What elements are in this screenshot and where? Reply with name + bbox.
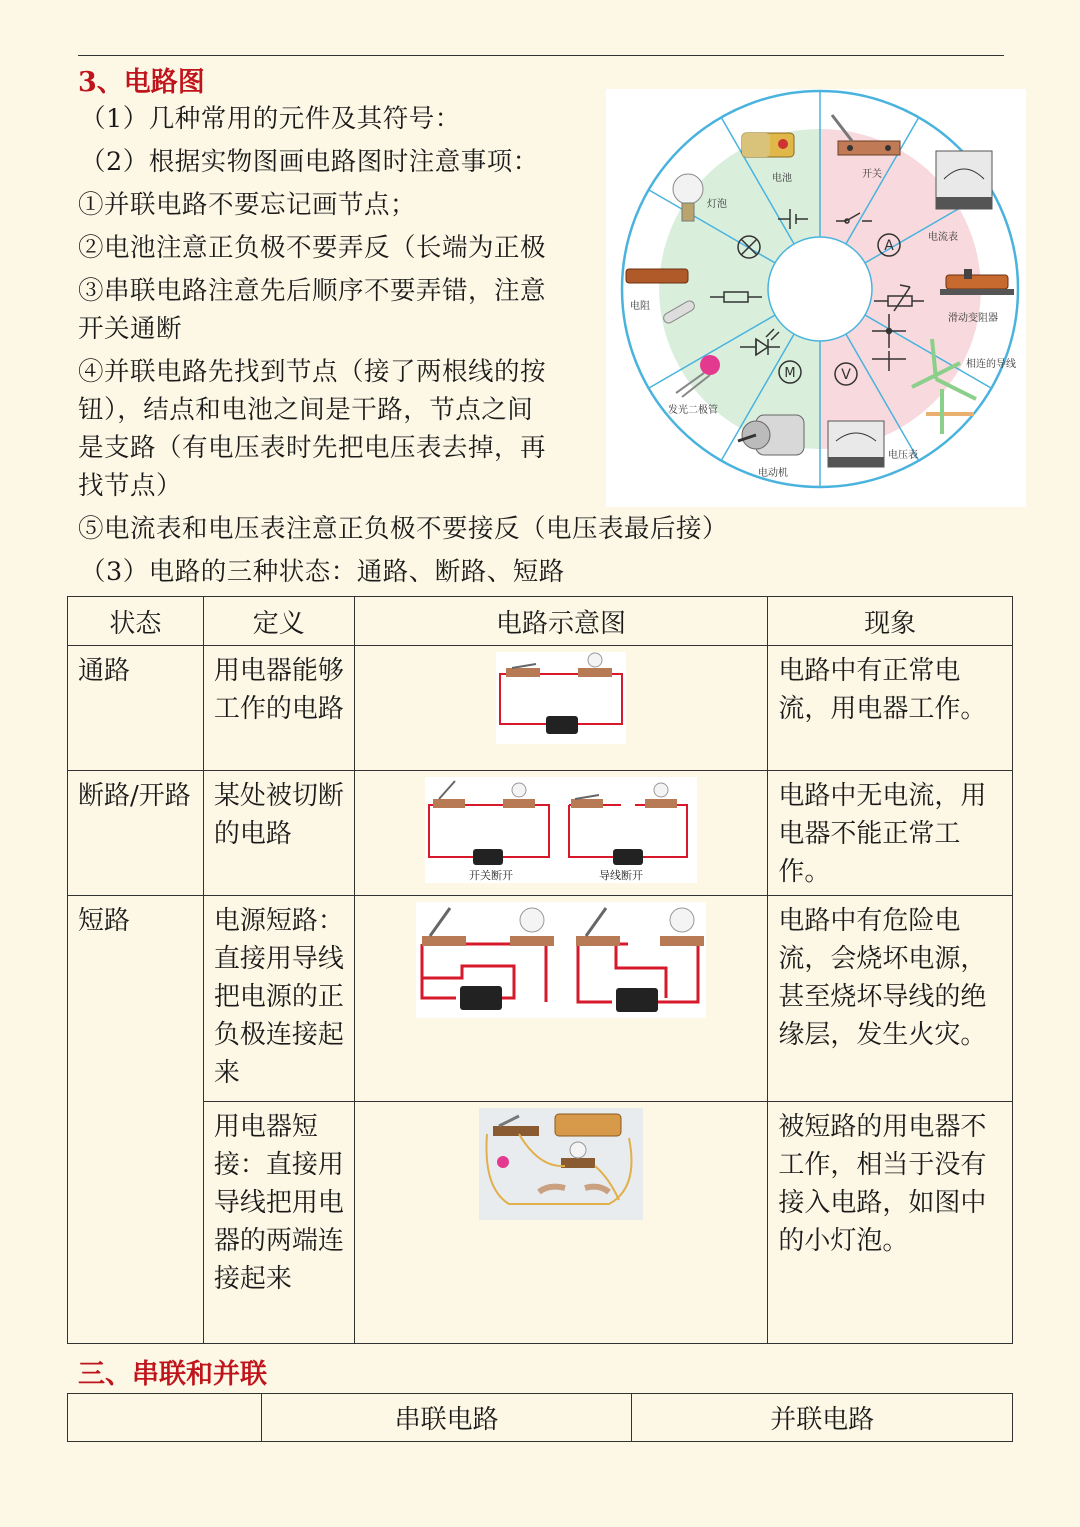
- open-circuit-diagrams: [425, 777, 697, 883]
- definition-cell: 用电器能够工作的电路: [203, 646, 354, 771]
- header-empty: [68, 1394, 262, 1442]
- header-diagram: 电路示意图: [354, 597, 768, 646]
- connected-wires-label: 相连的导线: [966, 359, 1016, 370]
- table-row-open-circuit: [68, 771, 1013, 896]
- resistor-label: 电阻: [630, 301, 650, 312]
- state-cell: 通路: [68, 646, 204, 771]
- motor-symbol-label: M: [784, 366, 796, 381]
- table-header-row: [68, 597, 1013, 646]
- battery-label: 电池: [772, 173, 792, 184]
- definition-cell: 电源短路：直接用导线把电源的正负极连接起来: [203, 896, 354, 1102]
- rheostat-label: 滑动变阻器: [948, 313, 998, 324]
- phenomenon-cell: 电路中有正常电流，用电器工作。: [768, 646, 1013, 771]
- appliance-short-circuit-photo: [479, 1108, 643, 1220]
- state-cell: 短路: [68, 896, 204, 1344]
- note-2: ②电池注意正负极不要弄反（长端为正极: [78, 233, 547, 263]
- diagram-cell: [354, 646, 768, 771]
- definition-cell: 用电器短接：直接用导线把用电器的两端连接起来: [203, 1102, 354, 1344]
- series-parallel-header-row: [68, 1394, 1013, 1442]
- ammeter-label: 电流表: [928, 232, 958, 243]
- circuit-states-table: [67, 596, 1013, 1344]
- diagram-cell: [354, 896, 768, 1102]
- top-rule: [78, 55, 1004, 56]
- bulb-label: 灯泡: [707, 199, 727, 210]
- caption-switch-open: 开关断开: [468, 869, 513, 882]
- component-symbol-wheel: [606, 89, 1026, 507]
- power-short-circuit-diagrams: [416, 902, 706, 1018]
- table-row-closed-circuit: [68, 646, 1013, 771]
- definition-cell: 某处被切断的电路: [203, 771, 354, 896]
- note-3-line-2: 开关通断: [78, 314, 183, 344]
- battery-illustration: [742, 133, 794, 157]
- closed-circuit-diagram: [496, 652, 626, 744]
- header-definition: 定义: [203, 597, 354, 646]
- diagram-cell: [354, 771, 768, 896]
- header-state: 状态: [68, 597, 204, 646]
- section-title-series-parallel: 三、串联和并联: [78, 1359, 267, 1390]
- caption-wire-broken: 导线断开: [598, 869, 643, 882]
- series-parallel-table: [67, 1393, 1013, 1442]
- section-title-circuit-diagram: 3、电路图: [78, 67, 205, 98]
- voltmeter-illustration: [828, 421, 884, 467]
- header-phenomenon: 现象: [768, 597, 1013, 646]
- ammeter-illustration: [936, 151, 992, 209]
- note-5: ⑤电流表和电压表注意正负极不要接反（电压表最后接）: [78, 514, 729, 544]
- table-row-short-circuit-appliance: [68, 1102, 1013, 1344]
- ammeter-symbol-label: A: [884, 238, 894, 254]
- note-4-line-3: 是支路（有电压表时先把电压表去掉，再: [78, 433, 547, 463]
- note-4-line-2: 钮），结点和电池之间是干路，节点之间: [78, 395, 534, 425]
- voltmeter-label: 电压表: [888, 450, 918, 461]
- point-2: （2）根据实物图画电路图时注意事项：: [80, 147, 539, 177]
- note-1: ①并联电路不要忘记画节点；: [78, 190, 417, 220]
- note-4-line-1: ④并联电路先找到节点（接了两根线的按: [78, 357, 547, 387]
- header-series: 串联电路: [261, 1394, 632, 1442]
- point-1: （1）几种常用的元件及其符号：: [80, 104, 461, 134]
- motor-label: 电动机: [758, 468, 788, 479]
- point-3: （3）电路的三种状态：通路、断路、短路: [80, 557, 565, 587]
- switch-label: 开关: [862, 169, 882, 180]
- table-row-short-circuit-source: [68, 896, 1013, 1102]
- voltmeter-symbol-label: V: [841, 367, 851, 383]
- diagram-cell: [354, 1102, 768, 1344]
- note-4-line-4: 找节点）: [78, 471, 183, 501]
- phenomenon-cell: 电路中有危险电流，会烧坏电源，甚至烧坏导线的绝缘层，发生火灾。: [768, 896, 1013, 1102]
- phenomenon-cell: 被短路的用电器不工作，相当于没有接入电路，如图中的小灯泡。: [768, 1102, 1013, 1344]
- phenomenon-cell: 电路中无电流，用电器不能正常工作。: [768, 771, 1013, 896]
- state-cell: 断路/开路: [68, 771, 204, 896]
- note-3-line-1: ③串联电路注意先后顺序不要弄错，注意: [78, 276, 547, 306]
- header-parallel: 并联电路: [632, 1394, 1013, 1442]
- led-label: 发光二极管: [668, 405, 718, 416]
